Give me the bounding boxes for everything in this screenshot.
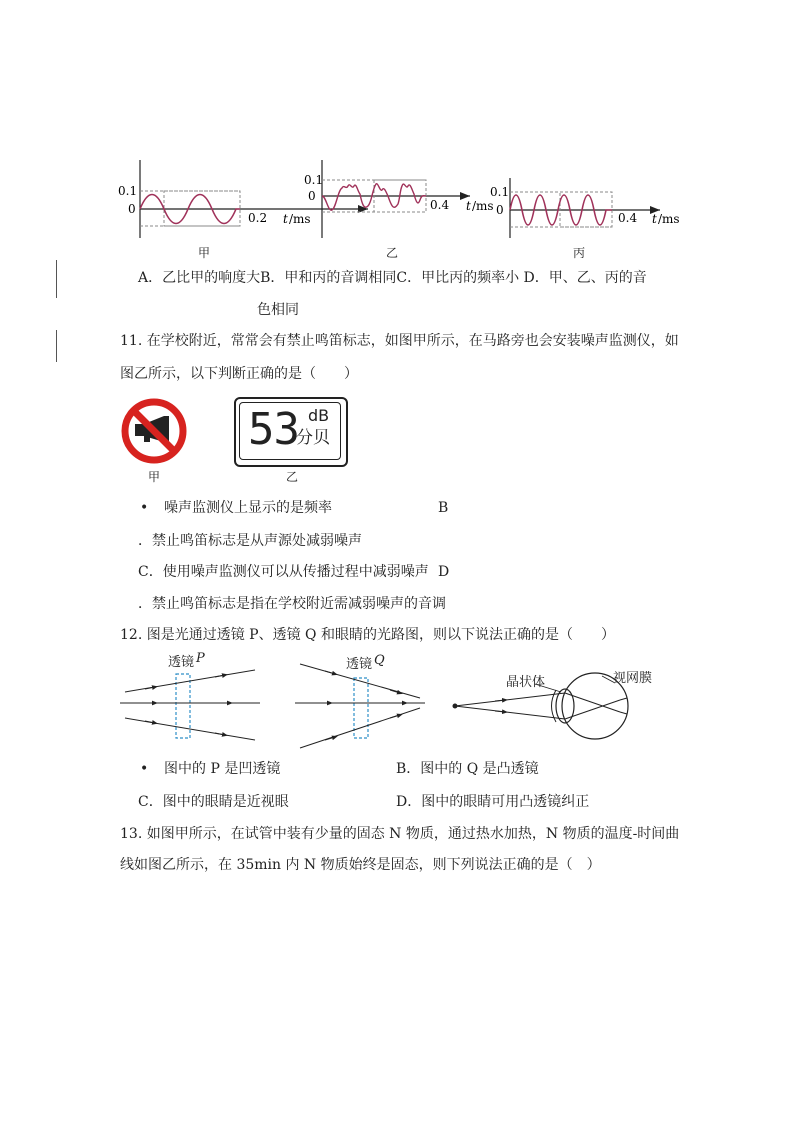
q12-option-a-bullet: •	[140, 761, 149, 777]
noise-unit-cn: 分贝	[296, 428, 330, 448]
waveform-yi	[304, 160, 494, 238]
noise-monitor	[234, 397, 348, 467]
time-label-jia: 0.2	[248, 211, 268, 225]
lens-p-label: 透镜	[168, 655, 195, 670]
q11-option-b-letter: B	[438, 500, 449, 516]
amp-label-jia: 0.1	[118, 184, 138, 198]
q13-stem-line2: 线如图乙所示，在 35min 内 N 物质始终是固态，则下列说法正确的是（ ）	[120, 857, 601, 873]
q10-options-line2: 色相同	[257, 302, 299, 318]
fig-label-yi: 乙	[386, 246, 399, 260]
time-axis-t-yi: t	[466, 199, 471, 213]
crystalline-label: 晶状体	[506, 675, 546, 690]
q11-option-a: 噪声监测仪上显示的是频率	[164, 500, 332, 516]
lens-q-label: 透镜	[346, 657, 373, 672]
time-label-yi: 0.4	[430, 198, 450, 212]
time-axis-t-jia: t	[283, 212, 288, 226]
zero-label-yi: 0	[308, 189, 316, 203]
q11-fig-label-yi: 乙	[286, 470, 299, 484]
q11-option-b: ．禁止鸣笛标志是从声源处减弱噪声	[138, 533, 362, 549]
q12-option-b: B．图中的 Q 是凸透镜	[396, 761, 539, 777]
q11-option-c: C．使用噪声监测仪可以从传播过程中减弱噪声	[138, 564, 429, 580]
zero-label-bing: 0	[496, 203, 504, 217]
fig-label-bing: 丙	[573, 246, 586, 260]
margin-bar-top	[56, 260, 57, 298]
q12-option-c: C．图中的眼睛是近视眼	[138, 794, 289, 810]
margin-bar-bottom	[56, 330, 57, 362]
lens-q-diagram	[295, 664, 425, 748]
q12-option-a: 图中的 P 是凹透镜	[164, 761, 281, 777]
waveform-bing	[490, 178, 680, 238]
q11-fig-label-jia: 甲	[148, 470, 161, 484]
no-horn-sign	[120, 398, 190, 468]
time-axis-ms-bing: /ms	[658, 212, 680, 226]
q11-option-a-bullet: •	[140, 500, 149, 516]
q11-stem-line2: 图乙所示，以下判断正确的是（ ）	[120, 366, 358, 382]
lens-p-diagram	[120, 670, 260, 740]
noise-value-display: 53	[248, 404, 299, 455]
q12-stem: 12. 图是光通过透镜 P、透镜 Q 和眼睛的光路图，则以下说法正确的是（ ）	[120, 627, 615, 643]
waveform-jia	[118, 160, 368, 238]
lens-p-letter: P	[196, 651, 205, 666]
amp-label-yi: 0.1	[304, 173, 324, 187]
q11-option-d: ．禁止鸣笛标志是指在学校附近需减弱噪声的音调	[138, 596, 446, 612]
lens-q-letter: Q	[374, 653, 385, 668]
fig-label-jia: 甲	[198, 246, 211, 260]
waveform-figures	[100, 160, 700, 270]
amp-label-bing: 0.1	[490, 185, 510, 199]
noise-unit-db: dB	[308, 406, 330, 425]
q11-stem-line1: 11. 在学校附近，常常会有禁止鸣笛标志，如图甲所示，在马路旁也会安装噪声监测仪，如	[120, 333, 679, 349]
q12-option-d: D．图中的眼睛可用凸透镜纠正	[396, 794, 590, 810]
q11-option-d-letter: D	[438, 564, 450, 580]
retina-label: 视网膜	[613, 671, 653, 686]
time-axis-t-bing: t	[652, 212, 657, 226]
time-axis-ms-jia: /ms	[289, 212, 311, 226]
q13-stem-line1: 13. 如图甲所示，在试管中装有少量的固态 N 物质，通过热水加热，N 物质的温度-时间曲	[120, 826, 680, 842]
q10-options-line1: A．乙比甲的响度大B．甲和丙的音调相同C．甲比丙的频率小 D．甲、乙、丙的音	[138, 270, 647, 286]
time-axis-ms-yi: /ms	[472, 199, 494, 213]
zero-label-jia: 0	[128, 202, 136, 216]
time-label-bing: 0.4	[618, 211, 638, 225]
